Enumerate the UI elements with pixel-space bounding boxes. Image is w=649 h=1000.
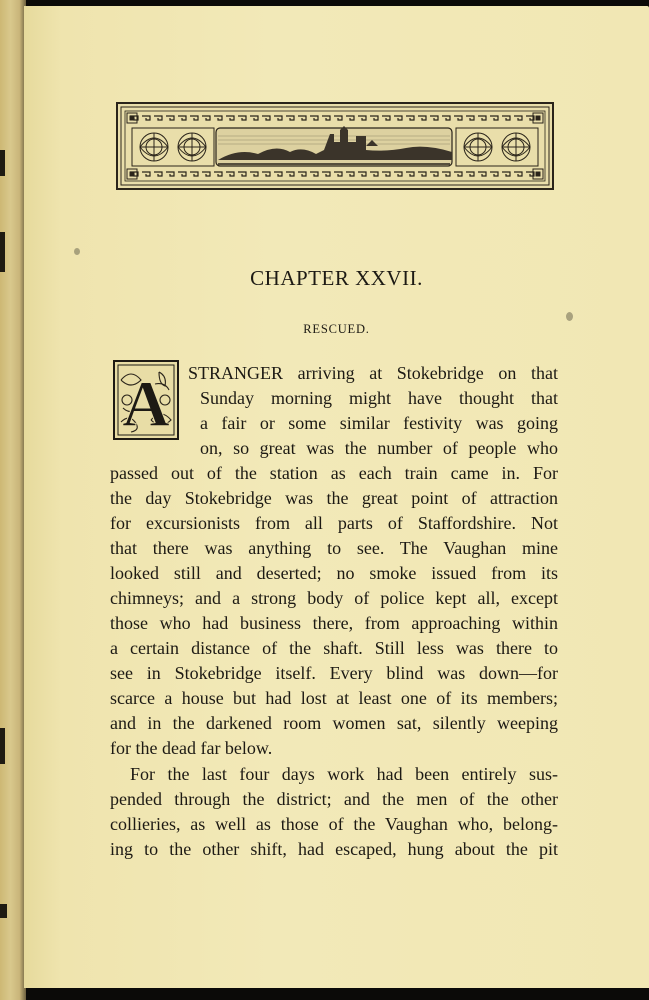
- text-line: the day Stokebridge was the great point of attraction: [110, 488, 558, 508]
- edge-mark: [0, 728, 5, 764]
- text-line: on, so great was the number of people who: [200, 438, 558, 458]
- text-line: collieries, as well as those of the Vaughan who, belong-: [110, 814, 558, 834]
- text-line: and in the darkened room women sat, silently weeping: [110, 713, 558, 733]
- text-line: Sunday morning might have thought that: [200, 388, 558, 408]
- text-line: scarce a house but had lost at least one of its members;: [110, 688, 558, 708]
- chapter-body: [24, 6, 649, 988]
- text-line: a fair or some similar festivity was going: [200, 413, 558, 433]
- text-line: see in Stokebridge itself. Every blind was down—for: [110, 663, 558, 683]
- paper-blemish: [566, 312, 573, 321]
- text-line: passed out of the station as each train came in. For: [110, 463, 558, 483]
- edge-mark: [0, 150, 5, 176]
- chapter-title: CHAPTER XXVII.: [250, 266, 423, 290]
- book-page: [24, 6, 649, 988]
- edge-mark: [0, 904, 7, 918]
- previous-page-edge: [0, 0, 26, 1000]
- text-line: chimneys; and a strong body of police kept all, except: [110, 588, 558, 608]
- text-line: ing to the other shift, had escaped, hung about the pit: [110, 839, 558, 859]
- text-line: those who had business there, from approaching within: [110, 613, 558, 633]
- text-line: a certain distance of the shaft. Still less was there to: [110, 638, 558, 658]
- text-line: for the dead far below.: [110, 738, 273, 758]
- edge-mark: [0, 232, 5, 272]
- text-line: that there was anything to see. The Vaughan mine: [110, 538, 558, 558]
- chapter-subtitle: RESCUED.: [303, 322, 370, 336]
- text-line: STRANGER arriving at Stokebridge on that: [188, 363, 558, 383]
- text-line: For the last four days work had been entirely sus-: [130, 764, 558, 784]
- text-line: looked still and deserted; no smoke issued from its: [110, 563, 558, 583]
- text-line: for excursionists from all parts of Staffordshire. Not: [110, 513, 558, 533]
- paper-blemish: [74, 248, 80, 255]
- text-line: pended through the district; and the men of the other: [110, 789, 558, 809]
- drop-cap-letter: A: [122, 368, 170, 440]
